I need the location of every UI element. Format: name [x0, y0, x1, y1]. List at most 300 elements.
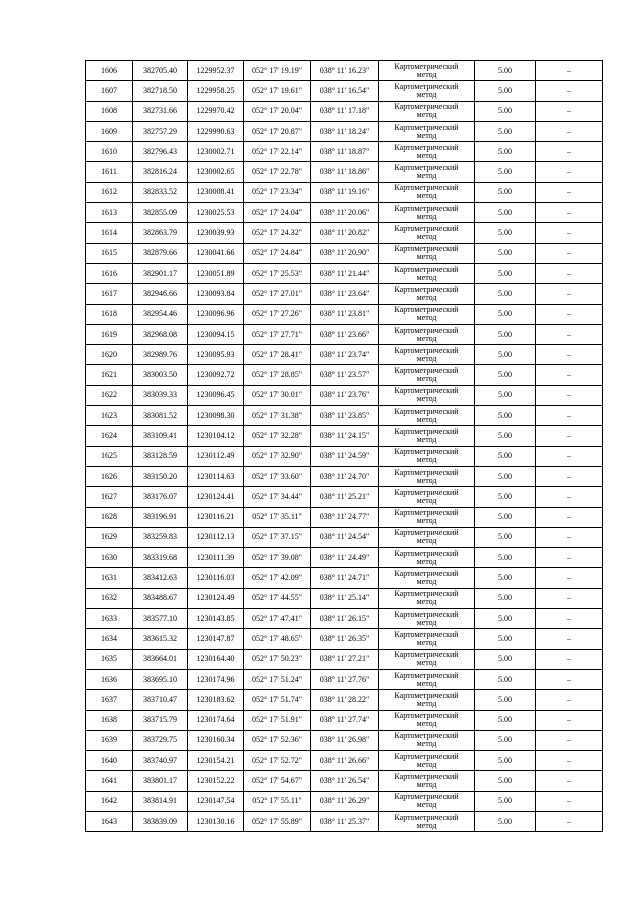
longitude-cell: 038° 11' 27.21" — [311, 649, 379, 669]
note-cell: – — [536, 365, 603, 385]
method-cell — [379, 730, 475, 750]
note-cell: – — [536, 406, 603, 426]
method-line-2: метод — [416, 495, 437, 505]
accuracy-cell: 5.00 — [475, 588, 536, 608]
longitude-cell: 038° 11' 18.87" — [311, 142, 379, 162]
latitude-cell: 052° 17' 20.04" — [244, 101, 311, 121]
longitude-cell: 038° 11' 26.15" — [311, 609, 379, 629]
longitude-cell: 038° 11' 23.57" — [311, 365, 379, 385]
accuracy-cell: 5.00 — [475, 791, 536, 811]
method-line-1: Картометрический — [394, 447, 459, 457]
method-line-2: метод — [416, 678, 437, 688]
method-line-1: Картометрический — [394, 224, 459, 234]
accuracy-cell: 5.00 — [475, 751, 536, 771]
longitude-cell: 038° 11' 17.18" — [311, 101, 379, 121]
x-coordinate-cell: 382946.66 — [133, 284, 188, 304]
latitude-cell: 052° 17' 52.36" — [244, 730, 311, 750]
accuracy-cell: 5.00 — [475, 507, 536, 527]
table-row — [86, 466, 603, 486]
note-cell: – — [536, 649, 603, 669]
table-row — [86, 507, 603, 527]
method-line-1: Картометрический — [394, 366, 459, 376]
y-coordinate-cell: 1230183.62 — [188, 690, 244, 710]
y-coordinate-cell: 1230116.21 — [188, 507, 244, 527]
accuracy-cell: 5.00 — [475, 304, 536, 324]
latitude-cell: 052° 17' 24.84" — [244, 243, 311, 263]
note-cell: – — [536, 791, 603, 811]
method-line-1: Картометрический — [394, 305, 459, 315]
note-cell: – — [536, 426, 603, 446]
latitude-cell: 052° 17' 24.04" — [244, 203, 311, 223]
y-coordinate-cell: 1230098.30 — [188, 406, 244, 426]
method-line-1: Картометрический — [394, 772, 459, 782]
table-row — [86, 243, 603, 263]
x-coordinate-cell: 383740.97 — [133, 751, 188, 771]
method-line-1: Картометрический — [394, 812, 459, 822]
method-line-2: метод — [416, 719, 437, 729]
point-number-cell: 1629 — [86, 527, 133, 547]
table-row — [86, 629, 603, 649]
table-row — [86, 730, 603, 750]
point-number-cell: 1622 — [86, 385, 133, 405]
x-coordinate-cell: 383839.09 — [133, 811, 188, 831]
method-cell — [379, 791, 475, 811]
method-cell — [379, 142, 475, 162]
point-number-cell: 1621 — [86, 365, 133, 385]
note-cell: – — [536, 101, 603, 121]
latitude-cell: 052° 17' 27.71" — [244, 324, 311, 344]
x-coordinate-cell: 383801.17 — [133, 771, 188, 791]
longitude-cell: 038° 11' 16.54" — [311, 81, 379, 101]
table-row — [86, 223, 603, 243]
note-cell: – — [536, 609, 603, 629]
method-line-1: Картометрический — [394, 284, 459, 294]
method-line-1: Картометрический — [394, 589, 459, 599]
note-cell: – — [536, 771, 603, 791]
x-coordinate-cell: 382863.79 — [133, 223, 188, 243]
method-line-1: Картометрический — [394, 629, 459, 639]
note-cell: – — [536, 324, 603, 344]
method-cell — [379, 669, 475, 689]
method-line-2: метод — [416, 272, 437, 282]
method-line-1: Картометрический — [394, 609, 459, 619]
x-coordinate-cell: 383176.07 — [133, 487, 188, 507]
method-line-2: метод — [416, 171, 437, 181]
point-number-cell: 1633 — [86, 609, 133, 629]
method-line-1: Картометрический — [394, 467, 459, 477]
latitude-cell: 052° 17' 30.01" — [244, 385, 311, 405]
accuracy-cell: 5.00 — [475, 162, 536, 182]
accuracy-cell: 5.00 — [475, 81, 536, 101]
method-cell — [379, 629, 475, 649]
accuracy-cell: 5.00 — [475, 121, 536, 141]
latitude-cell: 052° 17' 24.32" — [244, 223, 311, 243]
table-row — [86, 182, 603, 202]
method-cell — [379, 345, 475, 365]
y-coordinate-cell: 1230112.49 — [188, 446, 244, 466]
point-number-cell: 1631 — [86, 568, 133, 588]
note-cell: – — [536, 162, 603, 182]
accuracy-cell: 5.00 — [475, 345, 536, 365]
note-cell: – — [536, 284, 603, 304]
latitude-cell: 052° 17' 31.38" — [244, 406, 311, 426]
point-number-cell: 1615 — [86, 243, 133, 263]
method-line-2: метод — [416, 658, 437, 668]
method-line-2: метод — [416, 617, 437, 627]
accuracy-cell: 5.00 — [475, 61, 536, 81]
x-coordinate-cell: 383729.75 — [133, 730, 188, 750]
latitude-cell: 052° 17' 19.19" — [244, 61, 311, 81]
method-cell — [379, 548, 475, 568]
method-line-1: Картометрический — [394, 142, 459, 152]
longitude-cell: 038° 11' 16.23" — [311, 61, 379, 81]
table-row — [86, 406, 603, 426]
x-coordinate-cell: 383715.79 — [133, 710, 188, 730]
method-line-2: метод — [416, 353, 437, 363]
table-row — [86, 385, 603, 405]
accuracy-cell: 5.00 — [475, 284, 536, 304]
method-line-1: Картометрический — [394, 508, 459, 518]
longitude-cell: 038° 11' 20.82" — [311, 223, 379, 243]
point-number-cell: 1637 — [86, 690, 133, 710]
x-coordinate-cell: 382855.09 — [133, 203, 188, 223]
method-cell — [379, 243, 475, 263]
longitude-cell: 038° 11' 25.21" — [311, 487, 379, 507]
point-number-cell: 1606 — [86, 61, 133, 81]
accuracy-cell: 5.00 — [475, 690, 536, 710]
point-number-cell: 1613 — [86, 203, 133, 223]
longitude-cell: 038° 11' 23.85" — [311, 406, 379, 426]
point-number-cell: 1624 — [86, 426, 133, 446]
accuracy-cell: 5.00 — [475, 466, 536, 486]
accuracy-cell: 5.00 — [475, 548, 536, 568]
longitude-cell: 038° 11' 24.49" — [311, 548, 379, 568]
latitude-cell: 052° 17' 39.08" — [244, 548, 311, 568]
y-coordinate-cell: 1230130.16 — [188, 811, 244, 831]
point-number-cell: 1635 — [86, 649, 133, 669]
x-coordinate-cell: 382989.76 — [133, 345, 188, 365]
y-coordinate-cell: 1229958.25 — [188, 81, 244, 101]
method-line-1: Картометрический — [394, 102, 459, 112]
accuracy-cell: 5.00 — [475, 649, 536, 669]
x-coordinate-cell: 383488.67 — [133, 588, 188, 608]
method-cell — [379, 690, 475, 710]
longitude-cell: 038° 11' 23.81" — [311, 304, 379, 324]
method-cell — [379, 223, 475, 243]
method-line-2: метод — [416, 150, 437, 160]
method-cell — [379, 588, 475, 608]
note-cell: – — [536, 629, 603, 649]
method-line-1: Картометрический — [394, 345, 459, 355]
y-coordinate-cell: 1230124.41 — [188, 487, 244, 507]
method-line-2: метод — [416, 252, 437, 262]
method-cell — [379, 365, 475, 385]
longitude-cell: 038° 11' 27.74" — [311, 710, 379, 730]
point-number-cell: 1609 — [86, 121, 133, 141]
note-cell: – — [536, 142, 603, 162]
method-cell — [379, 466, 475, 486]
method-line-2: метод — [416, 211, 437, 221]
accuracy-cell: 5.00 — [475, 771, 536, 791]
table-row — [86, 121, 603, 141]
note-cell: – — [536, 548, 603, 568]
method-cell — [379, 771, 475, 791]
longitude-cell: 038° 11' 24.15" — [311, 426, 379, 446]
x-coordinate-cell: 383150.20 — [133, 466, 188, 486]
note-cell: – — [536, 751, 603, 771]
accuracy-cell: 5.00 — [475, 609, 536, 629]
y-coordinate-cell: 1230174.64 — [188, 710, 244, 730]
method-line-2: метод — [416, 313, 437, 323]
latitude-cell: 052° 17' 28.41" — [244, 345, 311, 365]
y-coordinate-cell: 1230147.87 — [188, 629, 244, 649]
method-cell — [379, 121, 475, 141]
y-coordinate-cell: 1230096.96 — [188, 304, 244, 324]
method-cell — [379, 284, 475, 304]
x-coordinate-cell: 383081.52 — [133, 406, 188, 426]
table-row — [86, 710, 603, 730]
latitude-cell: 052° 17' 51.91" — [244, 710, 311, 730]
y-coordinate-cell: 1230112.13 — [188, 527, 244, 547]
x-coordinate-cell: 382718.50 — [133, 81, 188, 101]
table-body — [86, 61, 603, 832]
method-cell — [379, 507, 475, 527]
method-cell — [379, 609, 475, 629]
table-row — [86, 61, 603, 81]
latitude-cell: 052° 17' 25.53" — [244, 263, 311, 283]
method-line-1: Картометрический — [394, 163, 459, 173]
longitude-cell: 038° 11' 25.37" — [311, 811, 379, 831]
method-cell — [379, 568, 475, 588]
point-number-cell: 1618 — [86, 304, 133, 324]
x-coordinate-cell: 382968.08 — [133, 324, 188, 344]
table-row — [86, 751, 603, 771]
latitude-cell: 052° 17' 42.09" — [244, 568, 311, 588]
latitude-cell: 052° 17' 54.67" — [244, 771, 311, 791]
method-line-2: метод — [416, 130, 437, 140]
y-coordinate-cell: 1229952.37 — [188, 61, 244, 81]
longitude-cell: 038° 11' 26.35" — [311, 629, 379, 649]
table-row — [86, 345, 603, 365]
method-line-2: метод — [416, 69, 437, 79]
method-line-1: Картометрический — [394, 731, 459, 741]
accuracy-cell: 5.00 — [475, 669, 536, 689]
accuracy-cell: 5.00 — [475, 203, 536, 223]
method-line-1: Картометрический — [394, 751, 459, 761]
method-line-1: Картометрический — [394, 61, 459, 71]
table-row — [86, 365, 603, 385]
method-line-2: метод — [416, 292, 437, 302]
accuracy-cell: 5.00 — [475, 730, 536, 750]
method-line-2: метод — [416, 374, 437, 384]
y-coordinate-cell: 1230114.63 — [188, 466, 244, 486]
accuracy-cell: 5.00 — [475, 811, 536, 831]
method-cell — [379, 406, 475, 426]
latitude-cell: 052° 17' 47.41" — [244, 609, 311, 629]
note-cell: – — [536, 527, 603, 547]
method-line-2: метод — [416, 414, 437, 424]
y-coordinate-cell: 1230124.49 — [188, 588, 244, 608]
longitude-cell: 038° 11' 26.98" — [311, 730, 379, 750]
latitude-cell: 052° 17' 20.87" — [244, 121, 311, 141]
latitude-cell: 052° 17' 33.60" — [244, 466, 311, 486]
y-coordinate-cell: 1230104.12 — [188, 426, 244, 446]
table-row — [86, 527, 603, 547]
point-number-cell: 1623 — [86, 406, 133, 426]
accuracy-cell: 5.00 — [475, 142, 536, 162]
accuracy-cell: 5.00 — [475, 365, 536, 385]
y-coordinate-cell: 1230041.66 — [188, 243, 244, 263]
note-cell: – — [536, 446, 603, 466]
latitude-cell: 052° 17' 51.24" — [244, 669, 311, 689]
point-number-cell: 1628 — [86, 507, 133, 527]
point-number-cell: 1608 — [86, 101, 133, 121]
note-cell: – — [536, 223, 603, 243]
note-cell: – — [536, 487, 603, 507]
x-coordinate-cell: 383412.63 — [133, 568, 188, 588]
longitude-cell: 038° 11' 28.22" — [311, 690, 379, 710]
x-coordinate-cell: 382954.46 — [133, 304, 188, 324]
point-number-cell: 1607 — [86, 81, 133, 101]
longitude-cell: 038° 11' 24.59" — [311, 446, 379, 466]
method-cell — [379, 527, 475, 547]
method-line-2: метод — [416, 577, 437, 587]
table-row — [86, 324, 603, 344]
accuracy-cell: 5.00 — [475, 629, 536, 649]
latitude-cell: 052° 17' 32.28" — [244, 426, 311, 446]
point-number-cell: 1641 — [86, 771, 133, 791]
method-line-2: метод — [416, 89, 437, 99]
method-line-2: метод — [416, 739, 437, 749]
method-cell — [379, 710, 475, 730]
longitude-cell: 038° 11' 21.44" — [311, 263, 379, 283]
table-row — [86, 669, 603, 689]
longitude-cell: 038° 11' 20.06" — [311, 203, 379, 223]
method-cell — [379, 304, 475, 324]
x-coordinate-cell: 382796.43 — [133, 142, 188, 162]
y-coordinate-cell: 1230093.84 — [188, 284, 244, 304]
y-coordinate-cell: 1230002.71 — [188, 142, 244, 162]
note-cell: – — [536, 588, 603, 608]
latitude-cell: 052° 17' 28.85" — [244, 365, 311, 385]
accuracy-cell: 5.00 — [475, 101, 536, 121]
y-coordinate-cell: 1230154.21 — [188, 751, 244, 771]
y-coordinate-cell: 1230096.45 — [188, 385, 244, 405]
method-line-2: метод — [416, 191, 437, 201]
method-cell — [379, 324, 475, 344]
method-line-2: метод — [416, 759, 437, 769]
note-cell: – — [536, 243, 603, 263]
longitude-cell: 038° 11' 18.24" — [311, 121, 379, 141]
point-number-cell: 1626 — [86, 466, 133, 486]
note-cell: – — [536, 669, 603, 689]
longitude-cell: 038° 11' 23.64" — [311, 284, 379, 304]
method-cell — [379, 426, 475, 446]
table-row — [86, 548, 603, 568]
y-coordinate-cell: 1230039.93 — [188, 223, 244, 243]
method-cell — [379, 101, 475, 121]
x-coordinate-cell: 382901.17 — [133, 263, 188, 283]
method-line-1: Картометрический — [394, 650, 459, 660]
method-line-1: Картометрический — [394, 81, 459, 91]
method-cell — [379, 385, 475, 405]
method-line-2: метод — [416, 820, 437, 830]
y-coordinate-cell: 1230025.53 — [188, 203, 244, 223]
method-cell — [379, 61, 475, 81]
latitude-cell: 052° 17' 23.34" — [244, 182, 311, 202]
longitude-cell: 038° 11' 23.76" — [311, 385, 379, 405]
accuracy-cell: 5.00 — [475, 710, 536, 730]
y-coordinate-cell: 1230002.65 — [188, 162, 244, 182]
method-line-1: Картометрический — [394, 122, 459, 132]
point-number-cell: 1627 — [86, 487, 133, 507]
latitude-cell: 052° 17' 48.65" — [244, 629, 311, 649]
point-number-cell: 1610 — [86, 142, 133, 162]
point-number-cell: 1630 — [86, 548, 133, 568]
table-row — [86, 101, 603, 121]
x-coordinate-cell: 383039.33 — [133, 385, 188, 405]
method-cell — [379, 162, 475, 182]
x-coordinate-cell: 383109.41 — [133, 426, 188, 446]
note-cell: – — [536, 61, 603, 81]
table-row — [86, 426, 603, 446]
x-coordinate-cell: 382705.40 — [133, 61, 188, 81]
note-cell: – — [536, 568, 603, 588]
latitude-cell: 052° 17' 22.78" — [244, 162, 311, 182]
table-row — [86, 588, 603, 608]
method-line-1: Картометрический — [394, 244, 459, 254]
method-cell — [379, 487, 475, 507]
note-cell: – — [536, 182, 603, 202]
point-number-cell: 1620 — [86, 345, 133, 365]
method-line-2: метод — [416, 232, 437, 242]
y-coordinate-cell: 1230116.03 — [188, 568, 244, 588]
latitude-cell: 052° 17' 50.23" — [244, 649, 311, 669]
method-line-1: Картометрический — [394, 690, 459, 700]
point-number-cell: 1643 — [86, 811, 133, 831]
table-row — [86, 81, 603, 101]
point-number-cell: 1625 — [86, 446, 133, 466]
y-coordinate-cell: 1230051.89 — [188, 263, 244, 283]
note-cell: – — [536, 203, 603, 223]
longitude-cell: 038° 11' 23.66" — [311, 324, 379, 344]
x-coordinate-cell: 383196.91 — [133, 507, 188, 527]
y-coordinate-cell: 1230143.85 — [188, 609, 244, 629]
point-number-cell: 1617 — [86, 284, 133, 304]
longitude-cell: 038° 11' 25.14" — [311, 588, 379, 608]
method-cell — [379, 203, 475, 223]
method-line-2: метод — [416, 475, 437, 485]
x-coordinate-cell: 383710.47 — [133, 690, 188, 710]
longitude-cell: 038° 11' 18.86" — [311, 162, 379, 182]
accuracy-cell: 5.00 — [475, 324, 536, 344]
method-line-2: метод — [416, 780, 437, 790]
latitude-cell: 052° 17' 32.90" — [244, 446, 311, 466]
longitude-cell: 038° 11' 26.66" — [311, 751, 379, 771]
x-coordinate-cell: 383664.01 — [133, 649, 188, 669]
table-row — [86, 771, 603, 791]
x-coordinate-cell: 382833.52 — [133, 182, 188, 202]
x-coordinate-cell: 383128.59 — [133, 446, 188, 466]
table-row — [86, 811, 603, 831]
note-cell: – — [536, 730, 603, 750]
y-coordinate-cell: 1230094.15 — [188, 324, 244, 344]
x-coordinate-cell: 382757.29 — [133, 121, 188, 141]
x-coordinate-cell: 383003.50 — [133, 365, 188, 385]
method-line-1: Картометрический — [394, 426, 459, 436]
x-coordinate-cell: 383577.10 — [133, 609, 188, 629]
method-line-2: метод — [416, 434, 437, 444]
